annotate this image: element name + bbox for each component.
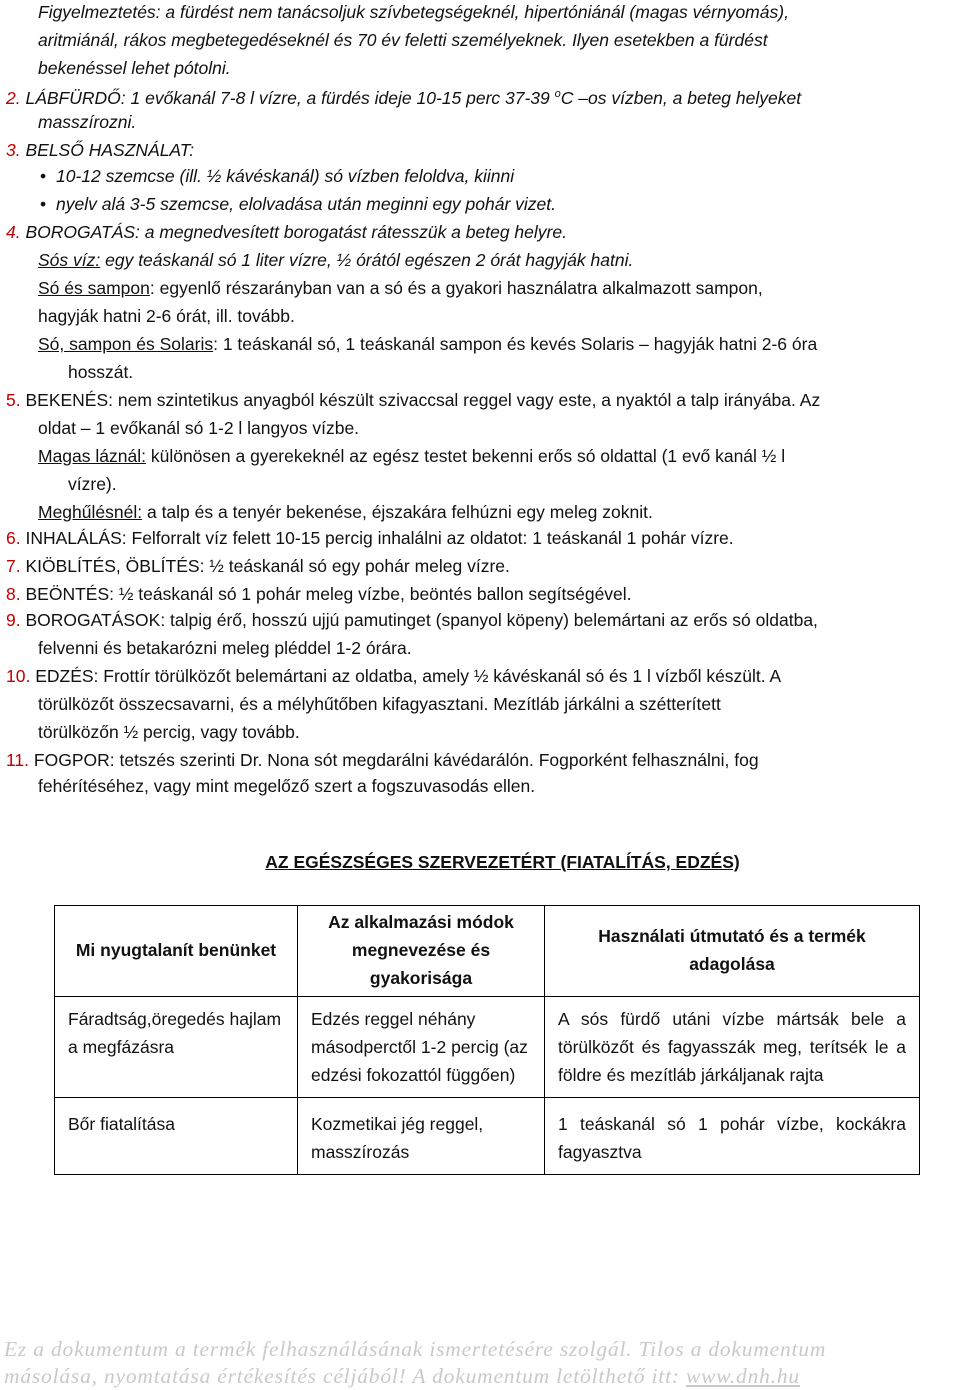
bullet-icon: • xyxy=(40,166,47,186)
salt-solaris-line xyxy=(38,334,817,354)
table-row xyxy=(55,1098,920,1175)
item-text: LÁBFÜRDŐ: 1 evőkanál 7-8 l vízre, a fürdés ideje 10-15 perc 37-39 xyxy=(25,87,550,108)
table-cell: Bőr fiatalítása xyxy=(55,1098,298,1175)
label-underlined: Só, sampon és Solaris xyxy=(38,334,214,354)
item-9-compresses xyxy=(6,610,818,630)
salt-shampoo-line xyxy=(38,278,763,298)
high-fever-cont: vízre). xyxy=(68,474,117,494)
item-9-cont: felvenni és betakarózni meleg pléddel 1-2 órára. xyxy=(38,638,412,658)
table-cell: Edzés reggel néhány másodperctől 1-2 percig (az edzési fokozattól függően) xyxy=(298,997,545,1098)
warning-line-1: Figyelmeztetés: a fürdést nem tanácsoljuk szívbetegségeknél, hipertóniánál (magas vérnyomás), xyxy=(38,2,789,22)
footer-link[interactable]: www.dnh.hu xyxy=(686,1364,800,1388)
label-underlined: Meghűlésnél: xyxy=(38,502,143,522)
item-number: 6. xyxy=(6,528,21,548)
item-number: 8. xyxy=(6,584,21,604)
item-number: 4. xyxy=(6,222,21,242)
table-header-cell: Használati útmutató és a termék adagolása xyxy=(545,906,920,997)
cold-line xyxy=(38,502,653,522)
bullet-icon: • xyxy=(40,194,47,214)
item-text: BEÖNTÉS: ½ teáskanál só 1 pohár meleg vízbe, beöntés ballon segítségével. xyxy=(25,584,632,604)
bullet-line-1: 10-12 szemcse (ill. ½ kávéskanál) só vízben feloldva, kiinni xyxy=(56,166,515,186)
table-cell: Kozmetikai jég reggel, masszírozás xyxy=(298,1098,545,1175)
item-text: INHALÁLÁS: Felforralt víz felett 10-15 percig inhalálni az oldatot: 1 teáskanál 1 pohár vízre. xyxy=(25,528,734,548)
line-text: egy teáskanál só 1 liter vízre, ½ órától egészen 2 órát hagyják hatni. xyxy=(100,250,634,270)
table-header-cell: Az alkalmazási módok megnevezése és gyakorisága xyxy=(298,906,545,997)
line-text: : 1 teáskanál só, 1 teáskanál sampon és kevés Solaris – hagyják hatni 2-6 óra xyxy=(213,334,818,354)
label-underlined: Sós víz: xyxy=(38,250,101,270)
item-number: 10. xyxy=(6,666,31,686)
table-row xyxy=(55,997,920,1098)
item-text: BOROGATÁSOK: talpig érő, hosszú ujjú pamutinget (spanyol köpeny) belemártani az erős só oldatba, xyxy=(25,610,818,630)
line-text: a talp és a tenyér bekenése, éjszakára felhúzni egy meleg zoknit. xyxy=(142,502,653,522)
salt-water-line xyxy=(38,250,633,270)
table-header-row xyxy=(55,906,920,997)
usage-table xyxy=(54,905,920,1175)
table-cell: A sós fürdő utáni vízbe mártsák bele a törülközőt és fagyasszák meg, terítsék le a földre és mezítláb járkáljanak rajta xyxy=(545,997,920,1098)
item-text: BEKENÉS: nem szintetikus anyagból készült szivaccsal reggel vagy este, a nyaktól a talp irányába. Az xyxy=(25,390,821,410)
warning-line-2: aritmiánál, rákos megbetegedéseknél és 70 év feletti személyeknek. Ilyen esetekben a fürdést xyxy=(38,30,768,50)
table-cell: Fáradtság,öregedés hajlam a megfázásra xyxy=(55,997,298,1098)
item-8-enema xyxy=(6,584,632,604)
item-text: EDZÉS: Frottír törülközőt belemártani az oldatba, amely ½ kávéskanál só és 1 l vízből készült. A xyxy=(30,666,782,686)
item-text: BELSŐ HASZNÁLAT: xyxy=(25,140,195,160)
item-10-cont-2: törülközőn ½ percig, vagy tovább. xyxy=(38,722,300,742)
item-number: 2. xyxy=(6,87,21,108)
salt-solaris-cont: hosszát. xyxy=(68,362,134,382)
salt-shampoo-cont: hagyják hatni 2-6 órát, ill. tovább. xyxy=(38,306,295,326)
bullet-line-2: nyelv alá 3-5 szemcse, elolvadása után meginni egy pohár vizet. xyxy=(56,194,556,214)
item-10-hardening xyxy=(6,666,781,686)
item-text: KIÖBLÍTÉS, ÖBLÍTÉS: ½ teáskanál só egy pohár meleg vízre. xyxy=(25,556,510,576)
footer-text: másolása, nyomtatása értékesítés céljából! A dokumentum letölthető itt: xyxy=(4,1364,680,1388)
item-text-end: C –os vízben, a beteg helyeket xyxy=(560,87,802,108)
footer-line-1: Ez a dokumentum a termék felhasználásának ismertetésére szolgál. Tilos a dokumentum xyxy=(4,1337,827,1361)
item-6-inhalation xyxy=(6,528,734,548)
item-11-toothpowder xyxy=(6,750,759,770)
item-3-internal xyxy=(6,140,194,160)
section-title: AZ EGÉSZSÉGES SZERVEZETÉRT (FIATALÍTÁS, EDZÉS) xyxy=(265,852,740,872)
table-cell: 1 teáskanál só 1 pohár vízbe, kockákra fagyasztva xyxy=(545,1098,920,1175)
item-2-footbath xyxy=(6,84,801,108)
line-text: különösen a gyerekeknél az egész testet bekenni erős só oldattal (1 evő kanál ½ l xyxy=(145,446,786,466)
item-text: BOROGATÁS: a megnedvesített borogatást rátesszük a beteg helyre. xyxy=(25,222,567,242)
item-11-cont: fehérítéséhez, vagy mint megelőző szert a fogszuvasodás ellen. xyxy=(38,776,536,796)
label-underlined: Só és sampon xyxy=(38,278,150,298)
item-text: FOGPOR: tetszés szerinti Dr. Nona sót megdarálni kávédarálón. Fogporként felhasználni, fog xyxy=(33,750,759,770)
item-10-cont-1: törülközőt összecsavarni, és a mélyhűtőben kifagyasztani. Mezítláb járkálni a szétterített xyxy=(38,694,721,714)
item-2-cont: masszírozni. xyxy=(38,112,137,132)
item-number: 7. xyxy=(6,556,21,576)
item-number: 3. xyxy=(6,140,21,160)
label-underlined: Magas láznál: xyxy=(38,446,146,466)
item-4-compress xyxy=(6,222,567,242)
table-header-cell: Mi nyugtalanít benünket xyxy=(55,906,298,997)
item-5-rubbing xyxy=(6,390,820,410)
footer-line-2 xyxy=(4,1362,954,1390)
item-number: 11. xyxy=(6,750,30,770)
item-number: 9. xyxy=(6,610,21,630)
high-fever-line xyxy=(38,446,785,466)
item-7-rinse xyxy=(6,556,510,576)
item-5-cont: oldat – 1 evőkanál só 1-2 l langyos vízbe. xyxy=(38,418,360,438)
warning-line-3: bekenéssel lehet pótolni. xyxy=(38,58,231,78)
line-text: : egyenlő részarányban van a só és a gyakori használatra alkalmazott sampon, xyxy=(149,278,763,298)
degree-sup: o xyxy=(554,88,561,100)
item-number: 5. xyxy=(6,390,21,410)
